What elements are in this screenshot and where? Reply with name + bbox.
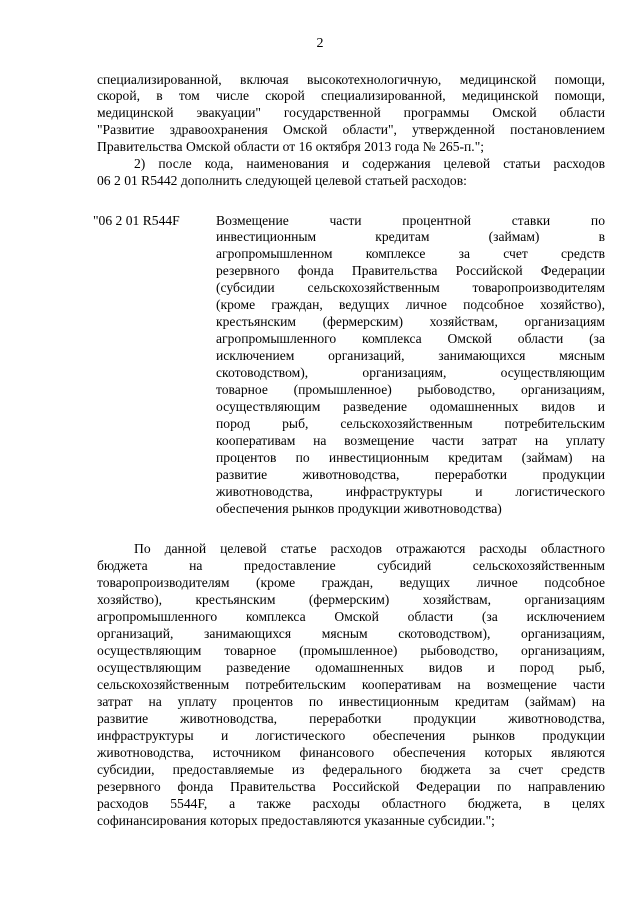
article-line: осуществляющим разведение одомашненных видов и	[216, 399, 605, 414]
body-line: осуществляющим товарное (промышленное) рыбоводство, организациям,	[97, 643, 605, 658]
body-line: резервного фонда Правительства Российской Федерации по направлению	[97, 779, 605, 794]
article-line: крестьянским (фермерским) хозяйствам, организациям	[216, 314, 605, 329]
article-line: обеспечения рынков продукции животноводства)	[216, 501, 502, 516]
body-line: животноводства, источником финансового обеспечения которых являются	[97, 745, 605, 760]
body-line: развитие животноводства, переработки продукции животноводства,	[97, 711, 605, 726]
intro-line: специализированной, включая высокотехнологичную, медицинской помощи,	[97, 72, 605, 87]
body-line: субсидии, предоставляемые из федерального бюджета за счет средств	[97, 762, 605, 777]
article-line: развитие животноводства, переработки продукции	[216, 467, 605, 482]
intro-line: 06 2 01 R5442 дополнить следующей целевой статьей расходов:	[97, 173, 467, 188]
article-line: Возмещение части процентной ставки по	[216, 213, 605, 228]
article-line: инвестиционным кредитам (займам) в	[216, 229, 605, 244]
article-line: животноводства, инфраструктуры и логистического	[216, 484, 605, 499]
article-line: товарное (промышленное) рыбоводство, организациям,	[216, 382, 605, 397]
article-line: пород рыб, сельскохозяйственным потребительским	[216, 416, 605, 431]
body-line: хозяйство), крестьянским (фермерским) хозяйствам, организациям	[97, 592, 605, 607]
article-line: резервного фонда Правительства Российской Федерации	[216, 263, 605, 278]
article-line: агропромышленного комплекса Омской области (за	[216, 331, 605, 346]
body-line: По данной целевой статье расходов отражаются расходы областного	[134, 541, 605, 556]
intro-line: скорой, в том числе скорой специализированной, медицинской помощи,	[97, 88, 605, 103]
body-line: организаций, занимающихся мясным скотоводством), организациям,	[97, 626, 605, 641]
article-line: агропромышленном комплексе за счет средств	[216, 246, 605, 261]
article-line: (субсидии сельскохозяйственным товаропроизводителям	[216, 280, 605, 295]
article-line: исключением организаций, занимающихся мясным	[216, 348, 605, 363]
body-line: расходов 5544F, а также расходы областного бюджета, в целях	[97, 796, 605, 811]
body-line: инфраструктуры и логистического обеспечения рынков продукции	[97, 728, 605, 743]
body-line: товаропроизводителям (кроме граждан, ведущих личное подсобное	[97, 575, 605, 590]
page-number: 2	[316, 36, 324, 51]
intro-line: 2) после кода, наименования и содержания целевой статьи расходов	[134, 156, 605, 171]
article-line: кооперативам на возмещение части затрат на уплату	[216, 433, 605, 448]
article-line: процентов по инвестиционным кредитам (займам) на	[216, 450, 605, 465]
intro-line: Правительства Омской области от 16 октября 2013 года № 265-п.";	[97, 139, 485, 154]
body-line: осуществляющим разведение одомашненных видов и пород рыб,	[97, 660, 605, 675]
body-line: сельскохозяйственным потребительским кооперативам на возмещение части	[97, 677, 605, 692]
article-line: (кроме граждан, ведущих личное подсобное хозяйство),	[216, 297, 605, 312]
intro-line: медицинской эвакуации" государственной программы Омской области	[97, 105, 605, 120]
article-line: скотоводством), организациям, осуществляющим	[216, 365, 605, 380]
body-line: агропромышленного комплекса Омской области (за исключением	[97, 609, 605, 624]
intro-line: "Развитие здравоохранения Омской области", утвержденной постановлением	[97, 122, 605, 137]
body-line: бюджета на предоставление субсидий сельскохозяйственным	[97, 558, 605, 573]
article-code: "06 2 01 R544F	[93, 213, 180, 228]
body-line: софинансирования которых предоставляются указанные субсидии.";	[97, 813, 495, 828]
body-line: затрат на уплату процентов по инвестиционным кредитам (займам) на	[97, 694, 605, 709]
